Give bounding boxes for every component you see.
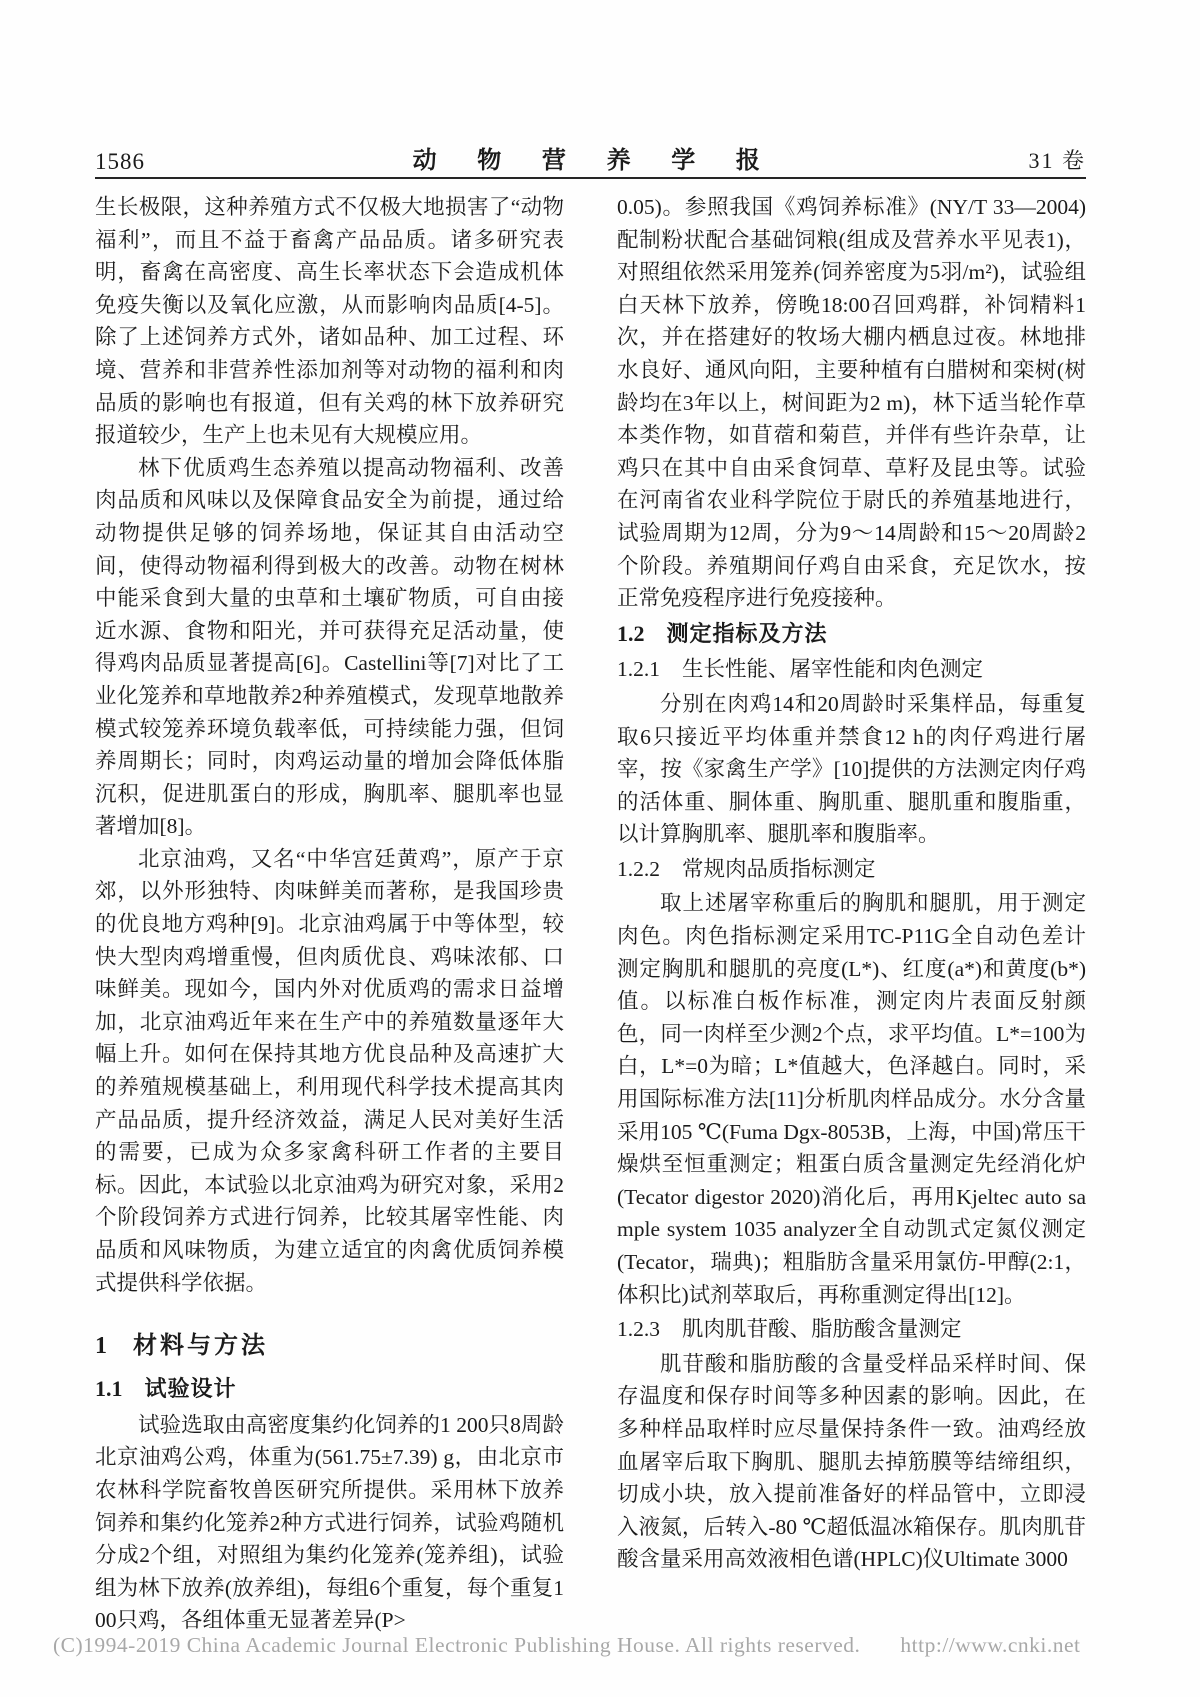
heading-experiment-design xyxy=(95,1373,564,1406)
body-paragraph: 肌苷酸和脂肪酸的含量受样品采样时间、保存温度和保存时间等多种因素的影响。因此，在多种样品取样时应尽量保持条件一致。油鸡经放血屠宰后取下胸肌、腿肌去掉筋膜等结缔组织，切成小块，放入提前准备好的样品管中，立即浸入液氮，后转入-80 ℃超低温冰箱保存。肌肉肌苷酸含量采用高效液相色谱(HPLC)仪Ultimate 3000 xyxy=(617,1351,1086,1572)
heading-number: 1.2.2 xyxy=(617,856,660,881)
left-column xyxy=(95,191,564,1637)
body-paragraph: 林下优质鸡生态养殖以提高动物福利、改善肉品质和风味以及保障食品安全为前提，通过给动物提供足够的饲养场地，保证其自由活动空间，使得动物福利得到极大的改善。动物在树林中能采食到大量的虫草和土壤矿物质，可自由接近水源、食物和阳光，并可获得充足活动量，使得鸡肉品质显著提高[6]。Castellini等[7]对比了工业化笼养和草地散养2种养殖模式，发现草地散养模式较笼养环境负载率低，可持续能力强，但饲养周期长；同时，肉鸡运动量的增加会降低体脂沉积，促进肌蛋白的形成，胸肌率、腿肌率也显著增加[8]。 xyxy=(95,455,564,839)
heading-inosinic-fatty-acid xyxy=(617,1313,1086,1346)
body-paragraph: 分别在肉鸡14和20周龄时采集样品，每重复取6只接近平均体重并禁食12 h的肉仔鸡进行屠宰，按《家禽生产学》[10]提供的方法测定肉仔鸡的活体重、胴体重、胸肌重、腿肌重和腹脂重，以计算胸肌率、腿肌率和腹脂率。 xyxy=(617,691,1086,847)
page-footer xyxy=(53,1633,1153,1658)
body-paragraph: 北京油鸡，又名“中华宫廷黄鸡”，原产于京郊，以外形独特、肉味鲜美而著称，是我国珍贵的优良地方鸡种[9]。北京油鸡属于中等体型，较快大型肉鸡增重慢，但肉质优良、鸡味浓郁、口味鲜美。现如今，国内外对优质鸡的需求日益增加，北京油鸡近年来在生产中的养殖数量逐年大幅上升。如何在保持其地方优良品种及高速扩大的养殖规模基础上，利用现代科学技术提高其肉产品品质，提升经济效益，满足人民对美好生活的需要，已成为众多家禽科研工作者的主要目标。因此，本试验以北京油鸡为研究对象，采用2个阶段饲养方式进行饲养，比较其屠宰性能、肉品质和风味物质，为建立适宜的肉禽优质饲养模式提供科学依据。 xyxy=(95,846,564,1295)
body-paragraph: 试验选取由高密度集约化饲养的1 200只8周龄北京油鸡公鸡，体重为(561.75±7.39) g，由北京市农林科学院畜牧兽医研究所提供。采用林下放养饲养和集约化笼养2种方式进行饲养，试验鸡随机分成2个组，对照组为集约化笼养(笼养组)，试验组为林下放养(放养组)，每组6个重复，每个重复100只鸡，各组体重无显著差异(P> xyxy=(95,1412,564,1633)
article-body xyxy=(95,191,1086,1637)
header-rule xyxy=(95,177,1086,179)
heading-meat-quality xyxy=(617,853,1086,886)
heading-number: 1.1 xyxy=(95,1376,123,1402)
page-number: 1586 xyxy=(95,149,145,174)
heading-title: 试验设计 xyxy=(144,1376,237,1402)
heading-title: 肌肉肌苷酸、脂肪酸含量测定 xyxy=(682,1317,962,1342)
heading-title: 测定指标及方法 xyxy=(666,620,828,646)
volume-label: 31 卷 xyxy=(1028,148,1086,173)
heading-materials-methods xyxy=(95,1329,564,1363)
heading-title: 材料与方法 xyxy=(133,1332,268,1360)
right-column xyxy=(617,191,1086,1637)
heading-growth-slaughter-color xyxy=(617,653,1086,686)
page-header xyxy=(95,133,1086,175)
body-paragraph: 取上述屠宰称重后的胸肌和腿肌，用于测定肉色。肉色指标测定采用TC-P11G全自动色差计测定胸肌和腿肌的亮度(L*)、红度(a*)和黄度(b*)值。以标准白板作标准，测定肉片表面反射颜色，同一肉样至少测2个点，求平均值。L*=100为白，L*=0为暗；L*值越大，色泽越白。同时，采用国际标准方法[11]分析肌肉样品成分。水分含量采用105 ℃(Fuma Dgx-8053B，上海，中国)常压干燥烘至恒重测定；粗蛋白质含量测定先经消化炉(Tecator digestor 2020)消化后，再用Kjeltec auto sample system 1035 analyzer全自动凯式定氮仪测定(Tecator，瑞典)；粗脂肪含量采用氯仿-甲醇(2:1，体积比)试剂萃取后，再称重测定得出[12]。 xyxy=(617,891,1086,1307)
heading-number: 1 xyxy=(95,1333,107,1360)
heading-title: 常规肉品质指标测定 xyxy=(682,856,876,881)
heading-measurement-indicators xyxy=(617,618,1086,651)
heading-number: 1.2 xyxy=(617,620,645,646)
heading-title: 生长性能、屠宰性能和肉色测定 xyxy=(682,657,984,682)
footer-url: http://www.cnki.net xyxy=(900,1633,1081,1657)
body-paragraph: 生长极限，这种养殖方式不仅极大地损害了“动物福利”，而且不益于畜禽产品品质。诸多研究表明，畜禽在高密度、高生长率状态下会造成机体免疫失衡以及氧化应激，从而影响肉品质[4-5]。除了上述饲养方式外，诸如品种、加工过程、环境、营养和非营养性添加剂等对动物的福利和肉品质的影响也有报道，但有关鸡的林下放养研究报道较少，生产上也未见有大规模应用。 xyxy=(95,195,564,448)
copyright-notice: (C)1994-2019 China Academic Journal Electronic Publishing House. All rights reserved. xyxy=(53,1633,861,1657)
heading-number: 1.2.1 xyxy=(617,657,660,682)
body-paragraph: 0.05)。参照我国《鸡饲养标准》(NY/T 33—2004)配制粉状配合基础饲粮(组成及营养水平见表1)，对照组依然采用笼养(饲养密度为5羽/m²)，试验组白天林下放养，傍晚18:00召回鸡群，补饲精料1次，并在搭建好的牧场大棚内栖息过夜。林地排水良好、通风向阳，主要种植有白腊树和栾树(树龄均在3年以上，树间距为2 m)，林下适当轮作草本类作物，如苜蓿和菊苣，并伴有些许杂草，让鸡只在其中自由采食饲草、草籽及昆虫等。试验在河南省农业科学院位于尉氏的养殖基地进行，试验周期为12周，分为9～14周龄和15～20周龄2个阶段。养殖期间仔鸡自由采食，充足饮水，按正常免疫程序进行免疫接种。 xyxy=(617,195,1086,611)
heading-number: 1.2.3 xyxy=(617,1317,660,1342)
journal-title: 动 物 营 养 学 报 xyxy=(412,147,777,174)
